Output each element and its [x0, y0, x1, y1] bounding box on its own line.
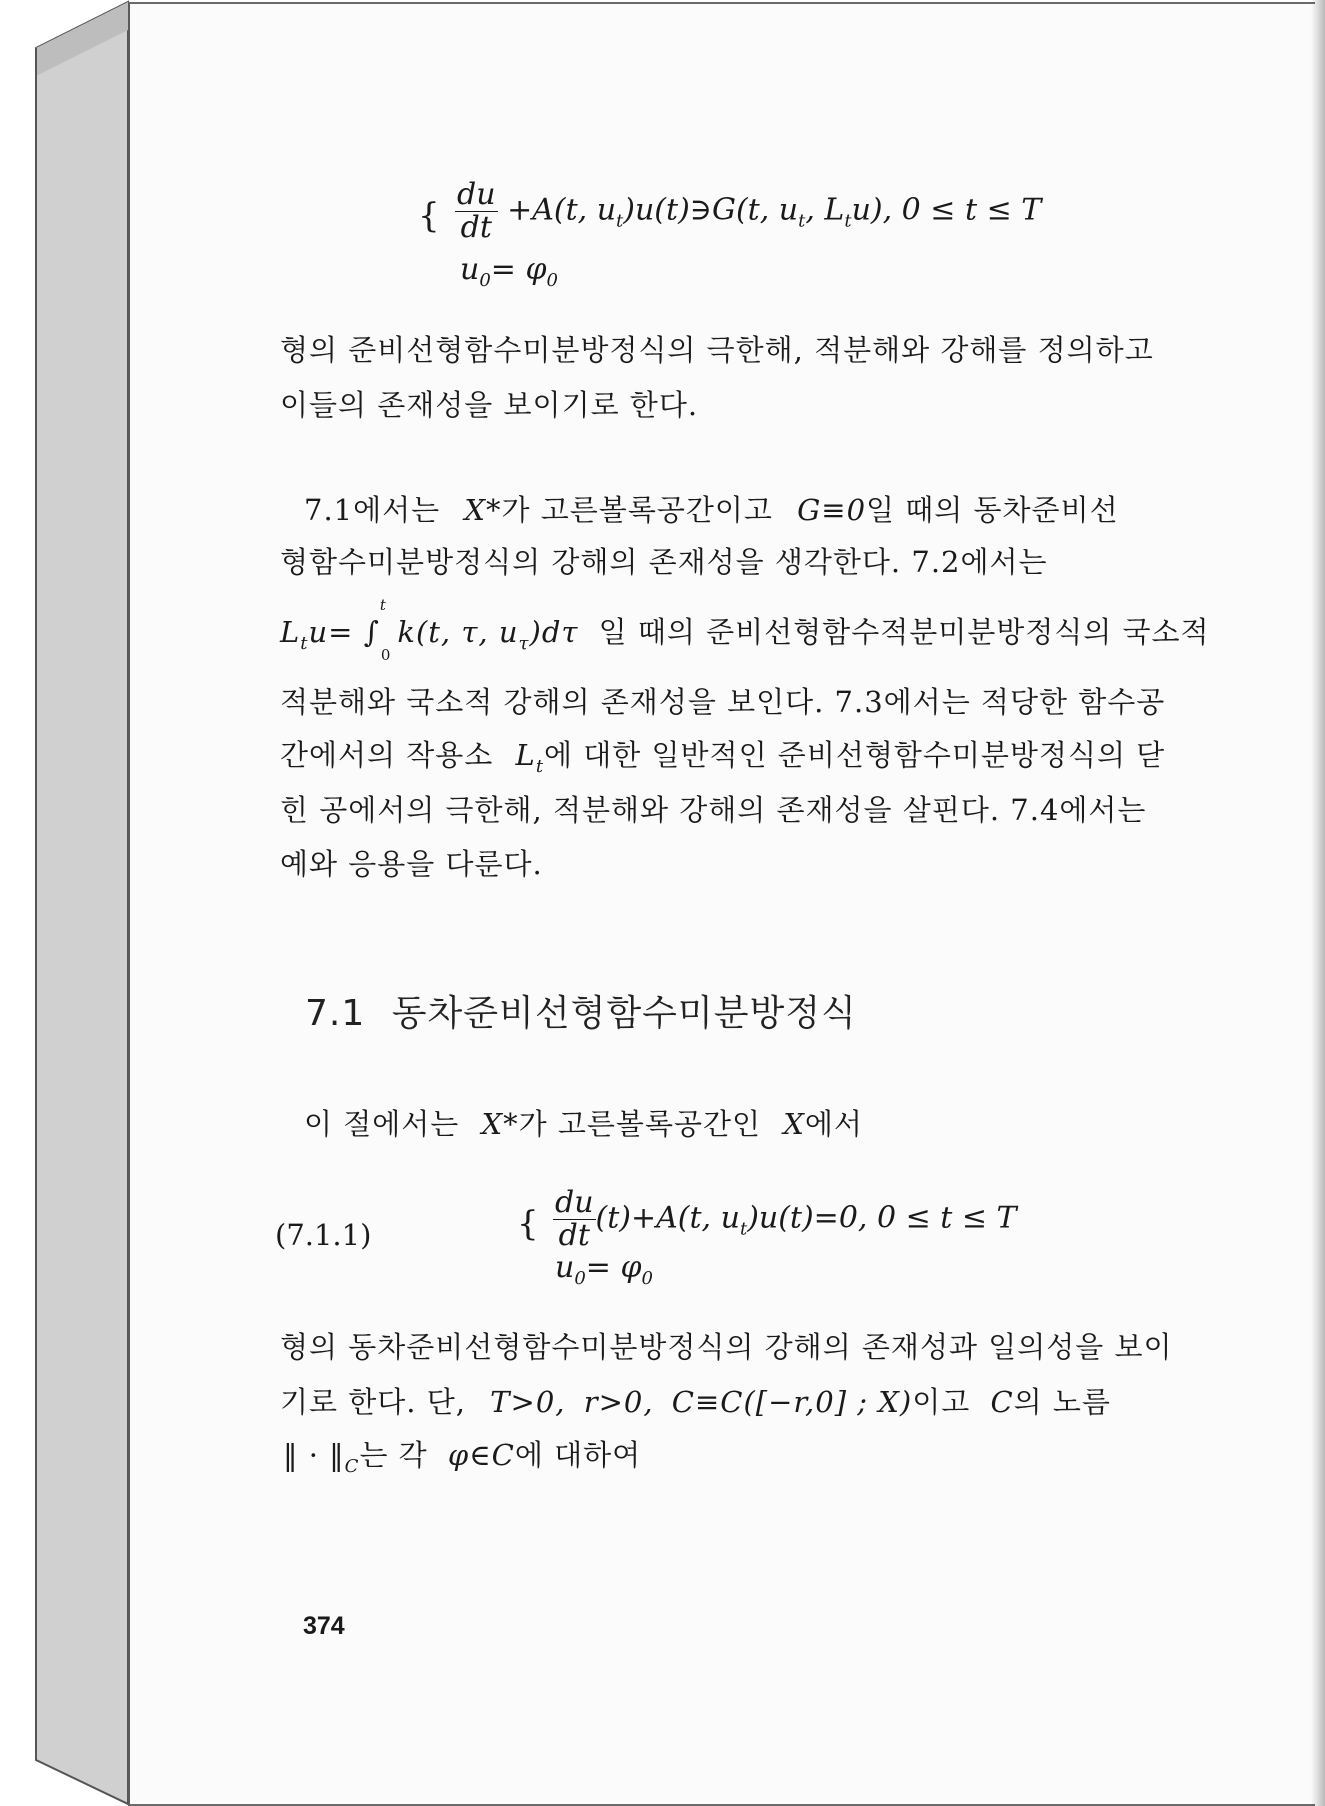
page-edge-shadow — [1311, 0, 1325, 1806]
book-page — [128, 2, 1315, 1806]
para2-line2: 형함수미분방정식의 강해의 존재성을 생각한다. 7.2에서는 — [280, 545, 1048, 579]
para2-line3: $L_tu= \int t0k(t$, τ, $u_\tau)d\tau$ 일 때의 준비선형함수적분미분방정식의 국소적 — [280, 596, 1210, 664]
para2-line7: 예와 응용을 다룬다. — [280, 847, 543, 881]
page-number: 374 — [303, 1612, 345, 1640]
equation-label: (7.1.1) — [275, 1218, 372, 1252]
book-spine — [0, 0, 130, 1806]
equation-line-2: $u_0= \varphi_0$ — [460, 252, 558, 291]
para4-line1: 형의 동차준비선형함수미분방정식의 강해의 존재성과 일의성을 보이 — [280, 1330, 1173, 1364]
left-brace: { — [418, 196, 440, 236]
section-number: 7.1 — [305, 993, 366, 1034]
para1-line2: 이들의 존재성을 보이기로 한다. — [280, 388, 699, 422]
section-title: 동차준비선형함수미분방정식 — [391, 993, 857, 1034]
left-brace: { — [517, 1204, 539, 1244]
para4-line2: 기로 한다. 단, T>0, r>0, C≡C([−r,0] ; X)이고 C의 노름 — [280, 1385, 1111, 1419]
para2-line6: 힌 공에서의 극한해, 적분해와 강해의 존재성을 살핀다. 7.4에서는 — [280, 793, 1147, 827]
para1-line1: 형의 준비선형함수미분방정식의 극한해, 적분해와 강해를 정의하고 — [280, 333, 1154, 367]
para2-line5: 간에서의 작용소 $L_t$에 대한 일반적인 준비선형함수미분방정식의 닫 — [280, 738, 1166, 777]
equation-line-1: $\frac{du}{dt}$ +A(t, $u_t)u(t)∋G(t$, $u_t$, $L_tu$), 0 ≤ t ≤ T — [457, 177, 1042, 245]
equation-line-2: $u_0= \varphi_0$ — [555, 1250, 653, 1289]
para2-line1: 7.1에서는 X*가 고른볼록공간이고 G≡0일 때의 동차준비선 — [304, 493, 1119, 527]
para3: 이 절에서는 X*가 고른볼록공간인 X에서 — [304, 1107, 863, 1141]
para4-line3: ‖ · $‖_C$는 각 φ∈C에 대하여 — [283, 1438, 642, 1477]
para2-line4: 적분해와 국소적 강해의 존재성을 보인다. 7.3에서는 적당한 함수공 — [280, 685, 1166, 719]
section-heading — [305, 985, 857, 1036]
equation-line-1: $\frac{du}{dt}$ (t)+A(t, $u_t)u(t)=0$, 0 ≤ t ≤ T — [555, 1185, 1017, 1253]
